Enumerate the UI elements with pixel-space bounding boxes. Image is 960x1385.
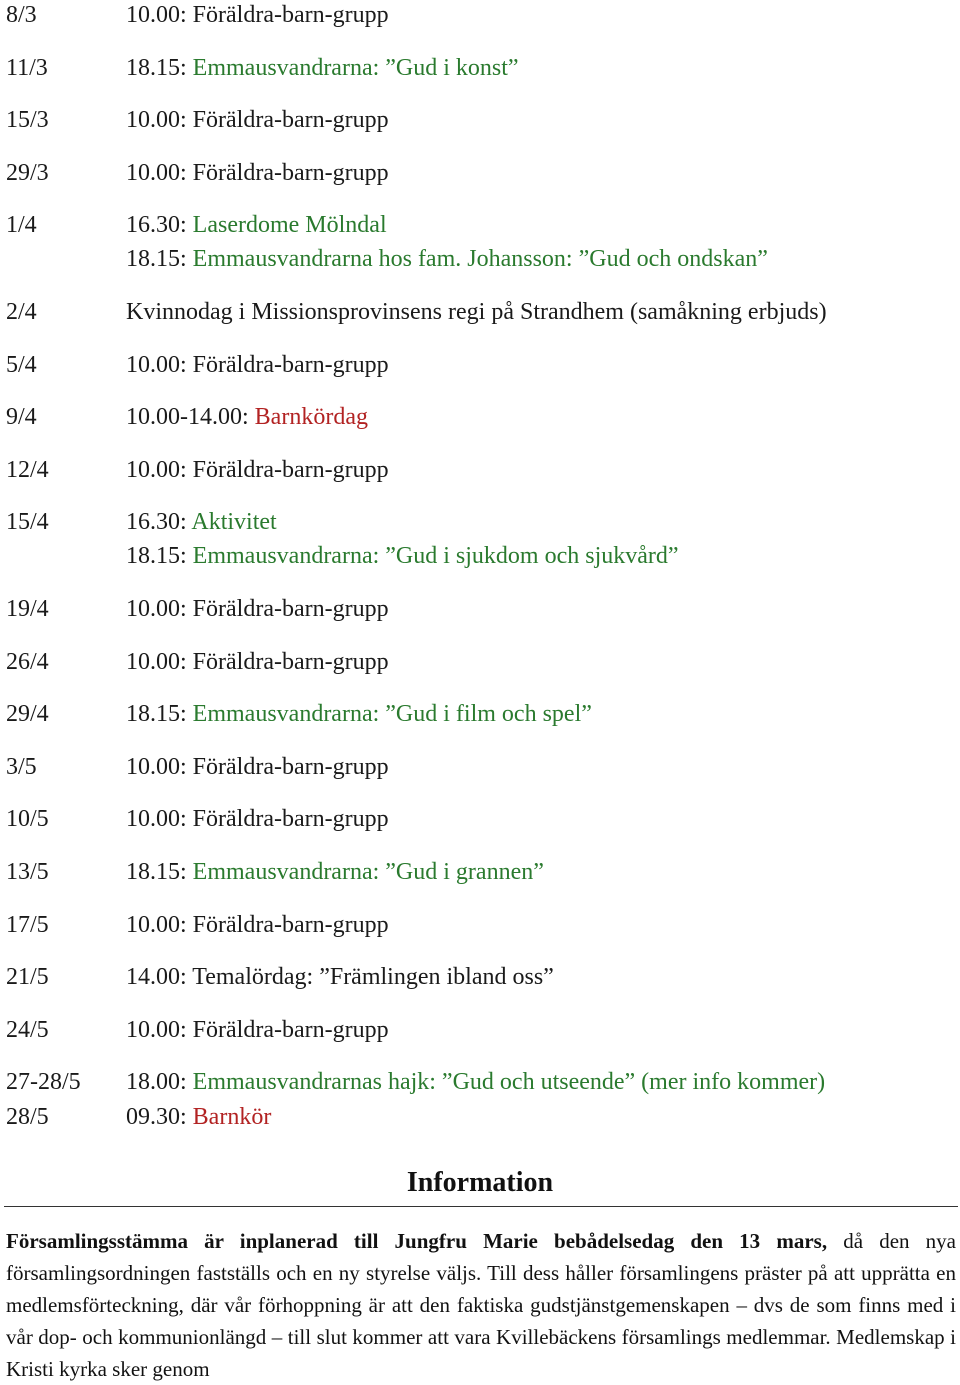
entry-line bbox=[126, 246, 768, 272]
entry-line bbox=[126, 404, 368, 430]
entry-date: 5/4 bbox=[6, 351, 37, 378]
entry-line bbox=[126, 55, 519, 81]
entry-time: 18.15: bbox=[126, 701, 187, 728]
entry-line bbox=[126, 964, 554, 990]
entry-description: Föräldra-barn-grupp bbox=[192, 159, 389, 186]
entry-date: 26/4 bbox=[6, 648, 49, 675]
entry-time: 10.00: bbox=[126, 456, 187, 483]
entry-line bbox=[126, 701, 592, 727]
entry-description: Barnkör bbox=[192, 1103, 272, 1130]
entry-time: 10.00: bbox=[126, 648, 187, 675]
information-bold-lead: Församlingsstämma är inplanerad till Jungfru Marie bebådelsedag den 13 mars, bbox=[6, 1229, 828, 1253]
entry-description: Föräldra-barn-grupp bbox=[192, 596, 389, 622]
entry-description: Föräldra-barn-grupp bbox=[192, 107, 389, 134]
entry-line bbox=[126, 912, 389, 938]
entry-description: Föräldra-barn-grupp bbox=[192, 1016, 389, 1043]
entry-description: Emmausvandrarna: ”Gud i film och spel” bbox=[192, 701, 592, 728]
entry-date: 28/5 bbox=[6, 1103, 49, 1130]
entry-time: 16.30: bbox=[126, 509, 187, 536]
entry-time: 10.00: bbox=[126, 107, 187, 134]
entry-description: Emmausvandrarna hos fam. Johansson: ”Gud och ondskan” bbox=[192, 246, 768, 273]
entry-description: Föräldra-barn-grupp bbox=[192, 806, 389, 833]
entry-line bbox=[126, 543, 679, 569]
entry-line bbox=[126, 299, 827, 325]
entry-date: 10/5 bbox=[6, 806, 49, 833]
entry-time: 18.15: bbox=[126, 543, 187, 570]
entry-time: 16.30: bbox=[126, 212, 187, 239]
entry-time: 14.00: bbox=[126, 964, 187, 991]
entry-description: Barnkördag bbox=[254, 404, 368, 431]
entry-time: 10.00-14.00: bbox=[126, 404, 249, 431]
entry-date: 29/3 bbox=[6, 159, 49, 186]
entry-description: Emmausvandrarna: ”Gud i grannen” bbox=[192, 859, 544, 885]
entry-time: 10.00: bbox=[126, 351, 187, 378]
entry-date: 15/4 bbox=[6, 509, 49, 536]
entry-line bbox=[126, 754, 389, 780]
entry-time: 10.00: bbox=[126, 159, 187, 186]
entry-description: Föräldra-barn-grupp bbox=[192, 2, 389, 28]
entry-description: Föräldra-barn-grupp bbox=[192, 648, 389, 675]
entry-time: 18.15: bbox=[126, 246, 187, 273]
entry-description: Föräldra-barn-grupp bbox=[192, 351, 389, 378]
entry-date: 27-28/5 bbox=[6, 1069, 81, 1096]
entry-line bbox=[126, 457, 389, 483]
entry-time: 10.00: bbox=[126, 753, 187, 780]
entry-description: Föräldra-barn-grupp bbox=[192, 753, 389, 780]
entry-line bbox=[126, 596, 389, 622]
entry-time: 18.00: bbox=[126, 1069, 187, 1096]
entry-date: 11/3 bbox=[6, 54, 48, 81]
entry-date: 15/3 bbox=[6, 107, 49, 134]
entry-line bbox=[126, 1017, 389, 1043]
entry-line bbox=[126, 509, 277, 535]
entry-description: Föräldra-barn-grupp bbox=[192, 456, 389, 483]
entry-date: 19/4 bbox=[6, 596, 49, 622]
information-heading: Information bbox=[406, 1167, 554, 1198]
entry-line bbox=[126, 1069, 825, 1095]
entry-line bbox=[126, 107, 389, 133]
entry-line bbox=[126, 212, 387, 238]
entry-line bbox=[126, 649, 389, 675]
entry-time: 10.00: bbox=[126, 2, 187, 28]
entry-description: Temalördag: ”Främlingen ibland oss” bbox=[192, 964, 554, 991]
entry-line bbox=[126, 1104, 271, 1130]
entry-line bbox=[126, 160, 389, 186]
entry-date: 8/3 bbox=[6, 2, 37, 28]
entry-description: Emmausvandrarnas hajk: ”Gud och utseende” (mer info kommer) bbox=[192, 1069, 826, 1096]
entry-line bbox=[126, 859, 544, 885]
entry-date: 3/5 bbox=[6, 753, 37, 780]
entry-description: Föräldra-barn-grupp bbox=[192, 911, 389, 938]
entry-date: 13/5 bbox=[6, 859, 49, 885]
entry-date: 9/4 bbox=[6, 404, 37, 431]
information-paragraph bbox=[6, 1225, 956, 1385]
entry-date: 12/4 bbox=[6, 456, 49, 483]
entry-description: Laserdome Mölndal bbox=[192, 212, 387, 239]
entry-time: 10.00: bbox=[126, 596, 187, 622]
entry-date: 2/4 bbox=[6, 299, 37, 325]
entry-time: 10.00: bbox=[126, 1016, 187, 1043]
information-body-text: då den nya församlingsordningen fastställs och en ny styrelse väljs. Till dess håller församlingens präster på att upprätta en medlemsförteckning, där vår förhoppning är att den faktiska gudstjänstgemenskapen – dvs de som finns med i vår dop- och kommunionlängd – till slut kommer att vara Kvillebäckens församlings medlemmar. Medlemskap i Kristi kyrka sker genom bbox=[6, 1229, 957, 1381]
entry-time: 09.30: bbox=[126, 1103, 187, 1130]
entry-date: 29/4 bbox=[6, 701, 49, 728]
entry-description: Kvinnodag i Missionsprovinsens regi på Strandhem (samåkning erbjuds) bbox=[126, 299, 827, 325]
entry-date: 1/4 bbox=[6, 212, 37, 239]
entry-date: 21/5 bbox=[6, 964, 49, 991]
section-divider bbox=[4, 1206, 958, 1207]
entry-time: 10.00: bbox=[126, 911, 187, 938]
entry-time: 18.15: bbox=[126, 54, 187, 81]
entry-line bbox=[126, 352, 389, 378]
entry-time: 10.00: bbox=[126, 806, 187, 833]
entry-line bbox=[126, 806, 389, 832]
entry-time: 18.15: bbox=[126, 859, 187, 885]
entry-description: Aktivitet bbox=[191, 509, 277, 536]
entry-description: Emmausvandrarna: ”Gud i sjukdom och sjukvård” bbox=[192, 543, 679, 570]
entry-line bbox=[126, 2, 389, 28]
entry-date: 17/5 bbox=[6, 911, 49, 938]
entry-description: Emmausvandrarna: ”Gud i konst” bbox=[192, 54, 519, 81]
entry-date: 24/5 bbox=[6, 1016, 49, 1043]
